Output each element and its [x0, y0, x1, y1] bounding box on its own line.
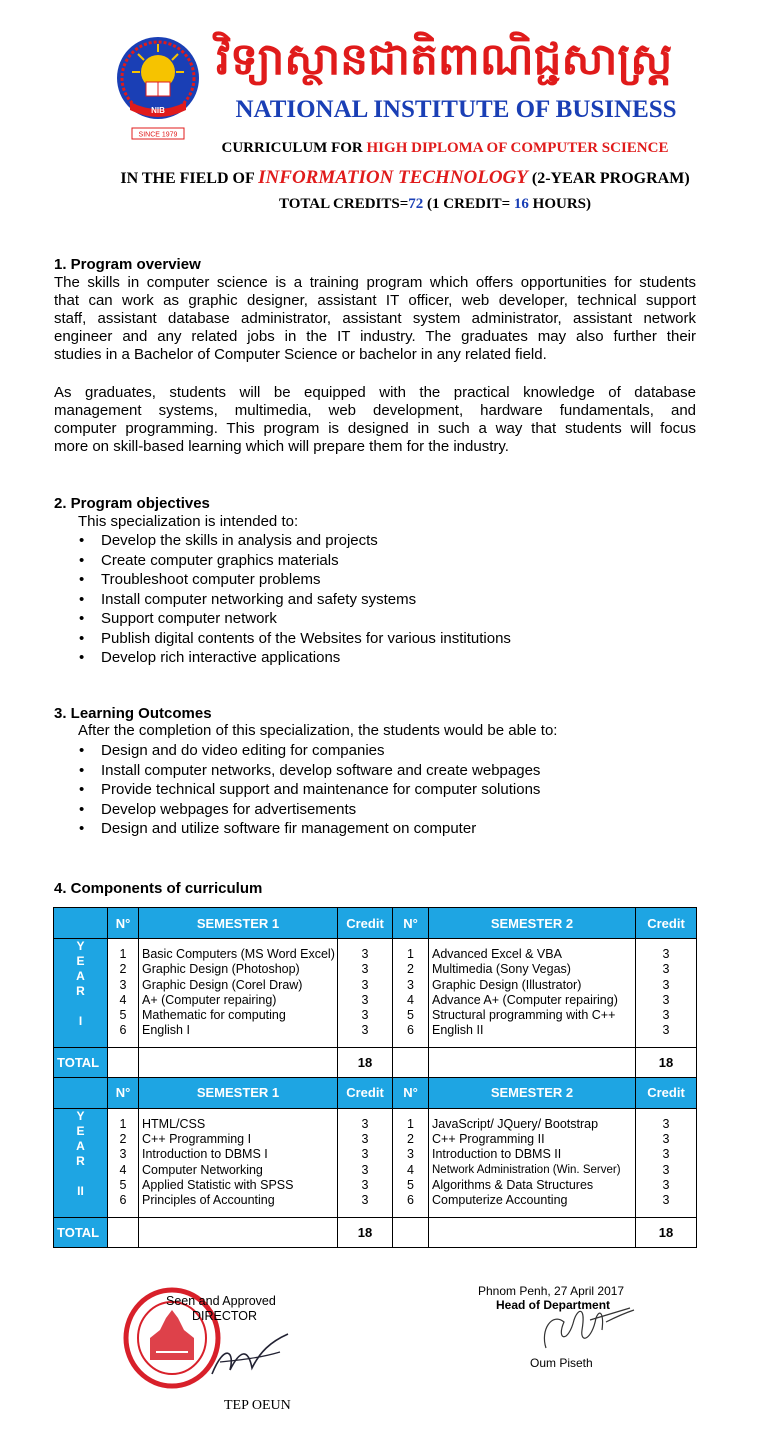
- objectives-intro: This specialization is intended to:: [78, 513, 299, 530]
- section-title-outcomes: 3. Learning Outcomes: [54, 705, 212, 722]
- overview-paragraph-1: The skills in computer science is a training program which offers opportunities for students that can work as graphic designer, assistant IT officer, web developer, technical support staff, assistant database administrator, assistant system administrator, assistant network engineer and any related jobs in the IT industry. The graduates may also further their studies in a Bachelor of Computer Science or bachelor in any related field.: [54, 274, 696, 363]
- institute-name: NATIONAL INSTITUTE OF BUSINESS: [235, 96, 677, 123]
- total-sem1: 18: [338, 1047, 393, 1077]
- total-row-year-2: TOTAL 18 18: [54, 1217, 697, 1247]
- khmer-title: វិទ្យាស្ថានជាតិពាណិជ្ជសាស្ត្រ: [216, 34, 673, 85]
- curriculum-table: [53, 907, 697, 1248]
- list-item: • Design and do video editing for companies: [77, 741, 540, 761]
- col-semester-1: SEMESTER 1: [139, 1077, 338, 1108]
- seen-approved-label: Seen and Approved: [166, 1294, 276, 1308]
- list-item: • Publish digital contents of the Websites for various institutions: [77, 629, 511, 649]
- department-signature: [534, 1300, 644, 1361]
- nib-logo: [108, 32, 208, 148]
- subjects-sem2: JavaScript/ JQuery/ Bootstrap C++ Programming II Introduction to DBMS II Network Administration (Win. Server) Algorithms & Data Structures Computerize Accounting: [429, 1108, 636, 1217]
- table-row-year-2: [54, 1108, 697, 1217]
- col-semester-1: SEMESTER 1: [139, 908, 338, 939]
- signature-date: Phnom Penh, 27 April 2017: [478, 1284, 625, 1298]
- svg-text:NIB: NIB: [151, 106, 165, 115]
- section-title-objectives: 2. Program objectives: [54, 495, 210, 512]
- list-item: • Support computer network: [77, 609, 511, 629]
- list-item: • Provide technical support and maintenance for computer solutions: [77, 780, 540, 800]
- curriculum-line: CURRICULUM FOR HIGH DIPLOMA OF COMPUTER SCIENCE: [221, 140, 669, 156]
- list-item: • Install computer networking and safety systems: [77, 590, 511, 610]
- col-semester-2: SEMESTER 2: [429, 908, 636, 939]
- col-no: N°: [108, 1077, 139, 1108]
- numbers-sem1: 1 2 3 4 5 6: [108, 1108, 139, 1217]
- table-header-row: [54, 908, 697, 939]
- section-title-components: 4. Components of curriculum: [54, 880, 263, 897]
- col-no: N°: [393, 1077, 429, 1108]
- list-item: • Develop the skills in analysis and projects: [77, 531, 511, 551]
- credits-line: TOTAL CREDITS=72 (1 CREDIT= 16 HOURS): [278, 196, 592, 212]
- col-credit: Credit: [338, 908, 393, 939]
- total-sem2: 18: [636, 1047, 697, 1077]
- overview-paragraph-2: As graduates, students will be equipped with the practical knowledge of database management systems, multimedia, web development, hardware fundamentals, and computer programming. This program is designed in such a way that students will focus more on skill-based learning which will prepare them for the industry.: [54, 384, 696, 455]
- subjects-sem2: Advanced Excel & VBA Multimedia (Sony Vegas) Graphic Design (Illustrator) Advance A+ (Computer repairing) Structural programming with C++ English II: [429, 939, 636, 1048]
- list-item: • Develop rich interactive applications: [77, 648, 511, 668]
- list-item: • Troubleshoot computer problems: [77, 570, 511, 590]
- col-no: N°: [393, 908, 429, 939]
- table-header-row: [54, 1077, 697, 1108]
- head-of-department-name: Oum Piseth: [530, 1356, 593, 1370]
- field-line: IN THE FIELD OF INFORMATION TECHNOLOGY (2-YEAR PROGRAM): [120, 167, 690, 188]
- year-label-1: Y E A R I: [54, 939, 108, 1048]
- subjects-sem1: HTML/CSS C++ Programming I Introduction to DBMS I Computer Networking Applied Statistic with SPSS Principles of Accounting: [139, 1108, 338, 1217]
- col-credit: Credit: [636, 908, 697, 939]
- outcomes-intro: After the completion of this specialization, the students would be able to:: [78, 722, 558, 739]
- col-no: N°: [108, 908, 139, 939]
- credits-sem2: 3 3 3 3 3 3: [636, 939, 697, 1048]
- total-sem1: 18: [338, 1217, 393, 1247]
- table-row-year-1: [54, 939, 697, 1048]
- list-item: • Design and utilize software fir management on computer: [77, 819, 540, 839]
- col-semester-2: SEMESTER 2: [429, 1077, 636, 1108]
- outcomes-list: [77, 741, 540, 839]
- total-sem2: 18: [636, 1217, 697, 1247]
- list-item: • Install computer networks, develop software and create webpages: [77, 761, 540, 781]
- director-label: DIRECTOR: [192, 1309, 258, 1323]
- numbers-sem2: 1 2 3 4 5 6: [393, 939, 429, 1048]
- list-item: • Create computer graphics materials: [77, 551, 511, 571]
- numbers-sem1: 1 2 3 4 5 6: [108, 939, 139, 1048]
- credits-sem1: 3 3 3 3 3 3: [338, 939, 393, 1048]
- director-name: TEP OEUN: [224, 1398, 291, 1413]
- objectives-list: [77, 531, 511, 668]
- total-row-year-1: TOTAL 18 18: [54, 1047, 697, 1077]
- credits-sem1: 3 3 3 3 3 3: [338, 1108, 393, 1217]
- section-title-overview: 1. Program overview: [54, 256, 201, 273]
- svg-text:SINCE 1979: SINCE 1979: [138, 131, 178, 139]
- credits-sem2: 3 3 3 3 3 3: [636, 1108, 697, 1217]
- list-item: • Develop webpages for advertisements: [77, 800, 540, 820]
- head-of-department-label: Head of Department: [496, 1298, 611, 1312]
- year-label-2: Y E A R II: [54, 1108, 108, 1217]
- numbers-sem2: 1 2 3 4 5 6: [393, 1108, 429, 1217]
- subjects-sem1: Basic Computers (MS Word Excel) Graphic Design (Photoshop) Graphic Design (Corel Draw) A+ (Computer repairing) Mathematic for computing English I: [139, 939, 338, 1048]
- col-credit: Credit: [338, 1077, 393, 1108]
- col-credit: Credit: [636, 1077, 697, 1108]
